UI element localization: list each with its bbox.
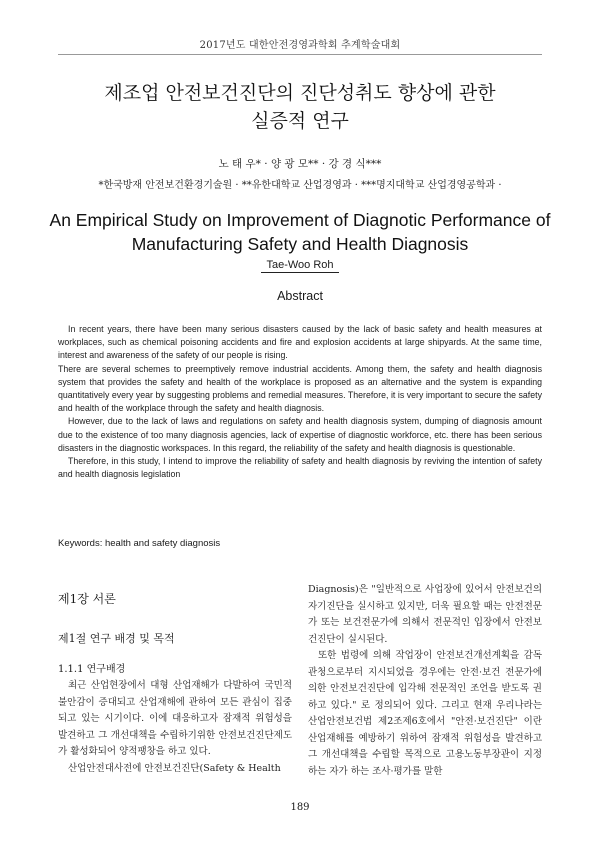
english-author	[0, 259, 600, 271]
abstract-paragraph-3: However, due to the lack of laws and regulations on safety and health diagnosis system, dumping of diagnosis amount due to the existence of too many diagnosis agencies, lack of expertise of diagnostic workforce, etc. there has been serious disasters in the diagnostic workspaces. In this regard, the reliability of the safety and health diagnosis is questionable.	[58, 416, 542, 453]
header-divider	[58, 54, 542, 55]
keywords: Keywords: health and safety diagnosis	[58, 538, 221, 549]
abstract-body	[58, 323, 542, 481]
abstract-paragraph-1: In recent years, there have been many serious disasters caused by the lack of basic safety and health measures at workplaces, such as chemical poisoning accidents and fire and explosion accidents at large shipyards. At the same time, interest and awareness of the safety of our people is rising.	[58, 324, 542, 361]
right-paragraph-2: 또한 법령에 의해 작업장이 안전보건개선계획을 감독관청으로부터 지시되었을 경우에는 안전·보건 전문가에 의한 안전보건진단에 입각해 전문적인 조언을 받도록 권하고 있다." 로 정의되어 있다. 그리고 현재 우리나라는 산업안전보건법 제2조제6호에서 "안전·보건진단" 이란 산업재해를 예방하기 위하여 잠재적 위험성을 발견하고 그 개선대책을 수립할 목적으로 고용노동부장관이 지정하는 자가 하는 조사·평가를 말한	[308, 650, 542, 777]
right-column-body	[308, 582, 542, 780]
korean-title-line-2: 실증적 연구	[251, 110, 349, 132]
chapter-heading: 제1장 서론	[58, 592, 116, 606]
abstract-paragraph-2: There are several schemes to preemptively remove industrial accidents. Among them, the safety and health diagnosis system that provides the safety and health of the workplace is proposed as an alternative and the system is expanding quantitatively every year by suggesting problems and remedial measures. Therefore, it is very important to secure the safety and health of the workplace through the safety and health diagnosis.	[58, 363, 542, 414]
korean-title-line-1: 제조업 안전보건진단의 진단성취도 향상에 관한	[104, 82, 496, 104]
page-number: 189	[290, 802, 310, 813]
right-paragraph-1: Diagnosis)은 "일반적으로 사업장에 있어서 안전보건의 자기진단을 실시하고 있지만, 더욱 필요할 때는 안전전문가 또는 보건전문가에 의해서 전문적인 입장에서 안전보건진단이 실시된다.	[308, 584, 542, 645]
left-paragraph-2: 산업안전대사전에 안전보건진단(Safety & Health	[68, 762, 281, 774]
english-title-line-2: Manufacturing Safety and Health Diagnosis	[131, 234, 469, 254]
english-author-name: Tae-Woo Roh	[261, 259, 338, 273]
abstract-paragraph-4: Therefore, in this study, I intend to improve the reliability of safety and health diagnosis by reviving the intention of safety and health diagnosis legislation	[58, 456, 542, 480]
subsection-heading: 1.1.1 연구배경	[58, 664, 126, 675]
conference-header: 2017년도 대한안전경영과학회 추계학술대회	[199, 40, 401, 51]
korean-authors: 노 태 우* · 양 광 모** · 강 경 식***	[218, 158, 382, 170]
left-paragraph-1: 최근 산업현장에서 대형 산업재해가 다발하여 국민적 불안감이 증대되고 산업재해에 관하여 모든 관심이 집중되고 있는 시기이다. 이에 대응하고자 잠재적 위험성을 발견하고 그 개선대책을 수립하기위한 안전보건진단제도가 활성화되어 양적팽창을 하고 있다.	[58, 680, 292, 757]
section-heading: 제1절 연구 배경 및 목적	[58, 632, 175, 645]
abstract-heading: Abstract	[277, 289, 323, 303]
affiliations: *한국방재 안전보건환경기술원 · **유한대학교 산업경영과 · ***명지대학교 산업경영공학과 ·	[98, 180, 502, 191]
left-column-body	[58, 678, 292, 777]
english-title-line-1: An Empirical Study on Improvement of Diagnotic Performance of	[49, 210, 551, 230]
